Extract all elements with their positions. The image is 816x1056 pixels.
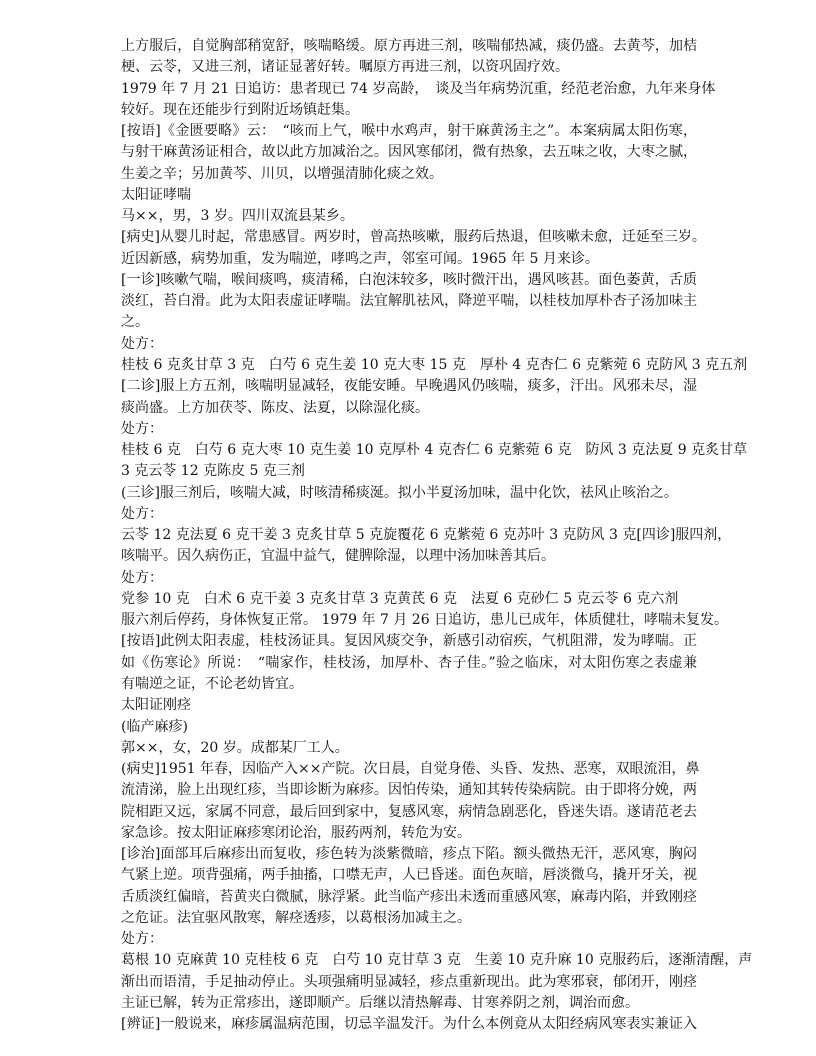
text-line: 上方服后，自觉胸部稍宽舒，咳喘略缓。原方再进三剂，咳喘郁热减，痰仍盛。去黄芩，加桔	[121, 38, 697, 54]
text-line: [一诊]咳嗽气喘，喉间痰鸣，痰清稀，白泡沫较多，咳时微汗出，遇风咳甚。面色萎黄，舌质	[121, 271, 697, 288]
text-line: 院相距又远，家属不同意，最后回到家中，复感风寒，病情急剧恶化，昏迷失语。遂请范老去	[121, 803, 697, 820]
text-line: [按语]《金匮要略》云： “咳而上气，喉中水鸡声，射干麻黄汤主之”。本案病属太阳伤寒，	[121, 123, 697, 140]
text-line: 如《伤寒论》所说： “喘家作，桂枝汤，加厚朴、杏子佳。”验之临床，对太阳伤寒之表虚兼	[121, 654, 697, 671]
text-line: 梗、云苓，又进三剂，诸证显著好转。嘱原方再进三剂，以资巩固疗效。	[121, 59, 569, 76]
text-line: 家急诊。按太阳证麻疹寒闭论治，服药两剂，转危为安。	[121, 824, 471, 841]
text-line: 党参 10 克 白术 6 克干姜 3 克炙甘草 3 克黄芪 6 克 法夏 6 克砂仁 5 克云苓 6 克六剂	[121, 590, 679, 607]
text-line: 流清涕，脸上出现红疹，当即诊断为麻疹。因怕传染，通知其转传染病院。由于即将分娩，两	[121, 782, 697, 799]
text-line: 桂枝 6 克炙甘草 3 克 白芍 6 克生姜 10 克大枣 15 克 厚朴 4 克杏仁 6 克紫菀 6 克防风 3 克五剂	[121, 356, 748, 373]
text-line: 1979 年 7 月 21 日追访：患者现已 74 岁高龄， 谈及当年病势沉重，经范老治愈，九年来身体	[121, 80, 716, 97]
text-line: 处方：	[121, 931, 163, 948]
text-line: 处方：	[121, 420, 163, 437]
text-line: 气紧上逆。项背强痛，两手抽搐，口噤无声，人已昏迷。面色灰暗，唇淡微乌，撬开牙关，视	[121, 867, 697, 884]
text-line: [诊治]面部耳后麻疹出而复收，疹色转为淡紫微暗，疹点下陷。额头微热无汗，恶风寒，胸闷	[121, 846, 697, 863]
text-line: 近因新感，病势加重，发为喘逆，哮鸣之声，邻室可闻。1965 年 5 月来诊。	[121, 250, 599, 267]
text-line: 咳喘平。因久病伤正，宜温中益气，健脾除湿，以理中汤加味善其后。	[121, 548, 555, 565]
document-page	[121, 36, 753, 1035]
text-line: 处方：	[121, 569, 163, 586]
text-line: 与射干麻黄汤证相合，故以此方加减治之。因风寒郁闭，微有热象，去五味之收，大枣之腻，	[121, 144, 697, 161]
text-line: 有喘逆之证，不论老幼皆宜。	[121, 675, 303, 692]
text-line: (临产麻疹)	[121, 718, 188, 735]
text-line: 郭××，女，20 岁。成都某厂工人。	[121, 739, 349, 756]
text-line: (三诊]服三剂后，咳喘大减，时咳清稀痰涎。拟小半夏汤加味，温中化饮，祛风止咳治之。	[121, 484, 678, 501]
text-line: 舌质淡红偏暗，苔黄夹白微腻，脉浮紧。此当临产疹出未透而重感风寒，麻毒内陷，并致刚痉	[121, 888, 697, 905]
text-line: 生姜之辛；另加黄芩、川贝，以增强清肺化痰之效。	[121, 165, 443, 182]
text-line: 之危证。法宜驱风散寒，解痉透疹，以葛根汤加减主之。	[121, 909, 471, 926]
text-line: [病史]从婴儿时起，常患感冒。两岁时，曾高热咳嗽，服药后热退，但咳嗽未愈，迁延至三岁。	[121, 229, 706, 246]
text-line: 主证已解，转为正常疹出，遂即顺产。后继以清热解毒、甘寒养阴之剂，调治而愈。	[121, 994, 639, 1011]
text-line: 太阳证刚痉	[121, 697, 191, 714]
text-line: [二诊]服上方五剂，咳喘明显减轻，夜能安睡。早晚遇风仍咳喘，痰多，汗出。风邪未尽，湿	[121, 378, 697, 395]
text-line: 太阳证哮喘	[121, 186, 191, 203]
text-line: 葛根 10 克麻黄 10 克桂枝 6 克 白芍 10 克甘草 3 克 生姜 10 克升麻 10 克服药后，逐渐清醒，声	[121, 952, 753, 969]
text-line: 渐出而语清，手足抽动停止。头项强痛明显减轻，疹点重新现出。此为寒邪衰，郁闭开，刚痉	[121, 973, 697, 990]
text-line: [辨证]一般说来，麻疹属温病范围，切忌辛温发汗。为什么本例竟从太阳经病风寒表实兼证入	[121, 1016, 697, 1033]
text-line: 桂枝 6 克 白芍 6 克大枣 10 克生姜 10 克厚朴 4 克杏仁 6 克紫菀 6 克 防风 3 克法夏 9 克炙甘草	[121, 442, 748, 459]
text-line: 马××，男，3 岁。四川双流县某乡。	[121, 208, 354, 225]
text-line: 淡红，苔白滑。此为太阳表虚证哮喘。法宜解肌祛风，降逆平喘，以桂枝加厚朴杏子汤加味主	[121, 293, 697, 310]
text-line: 处方：	[121, 505, 163, 522]
text-line: 较好。现在还能步行到附近场镇赶集。	[121, 101, 359, 118]
text-line: 之。	[121, 314, 149, 331]
text-line: 3 克云苓 12 克陈皮 5 克三剂	[121, 463, 305, 480]
text-line: (病史]1951 年春，因临产入××产院。次日晨，自觉身倦、头昏、发热、恶寒，双眼流泪，鼻	[121, 761, 700, 778]
text-line: 云苓 12 克法夏 6 克干姜 3 克炙甘草 5 克旋覆花 6 克紫菀 6 克苏叶 3 克防风 3 克[四诊]服四剂，	[121, 527, 732, 544]
text-line: 处方：	[121, 335, 163, 352]
text-line: [按语]此例太阳表虚，桂枝汤证具。复因风痰交争，新感引动宿疾，气机阻滞，发为哮喘。正	[121, 633, 697, 650]
text-line: 服六剂后停药，身体恢复正常。 1979 年 7 月 26 日追访，患儿已成年，体质健壮，哮喘未复发。	[121, 612, 729, 629]
text-line: 痰尚盛。上方加茯苓、陈皮、法夏，以除湿化痰。	[121, 399, 429, 416]
